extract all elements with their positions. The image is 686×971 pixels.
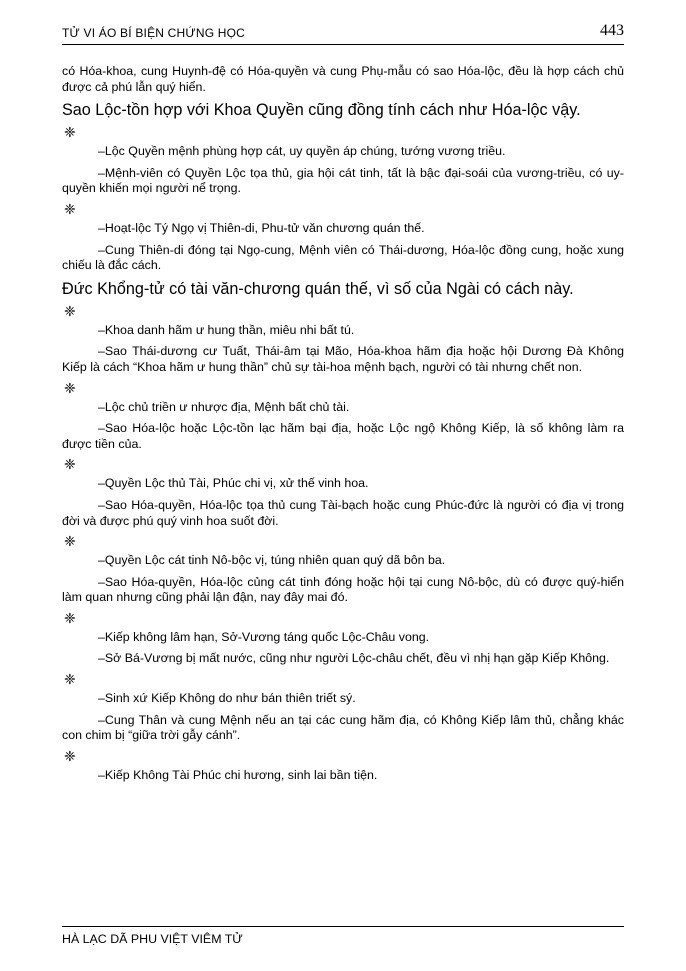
page-header bbox=[62, 22, 624, 45]
explanation-paragraph: –Sở Bá-Vương bị mất nước, cũng như người Lộc-châu chết, đều vì nhị hạn gặp Kiếp Không. bbox=[98, 651, 610, 666]
verse-line: –Kiếp Không Tài Phúc chi hương, sinh lai bần tiện. bbox=[98, 767, 378, 782]
verse-line: –Kiếp không lâm hạn, Sở-Vương táng quốc Lộc-Châu vong. bbox=[98, 629, 430, 644]
ornament-icon: ❈ bbox=[64, 124, 76, 141]
running-title: TỬ VI ÁO BÍ BIỆN CHỨNG HỌC bbox=[62, 26, 246, 40]
ornament-icon: ❈ bbox=[64, 456, 76, 473]
verse-line: –Sinh xứ Kiếp Không do như bán thiên triết sý. bbox=[98, 691, 356, 706]
verse-line: –Lộc Quyền mệnh phùng hợp cát, uy quyền áp chúng, tướng vương triều. bbox=[98, 144, 506, 159]
verse-line: –Quyền Lộc cát tinh Nô-bộc vị, túng nhiên quan quý dã bôn ba. bbox=[98, 553, 446, 568]
explanation-paragraph: –Sao Thái-dương cư Tuất, Thái-âm tại Mão, Hóa-khoa hãm địa hoặc hội Dương Đà Không Kiếp là cách “Khoa hãm ư hung thần” chủ sự tài-hoa mệnh bạch, người có tài nhưng chết non. bbox=[62, 344, 624, 374]
intro-paragraph: có Hóa-khoa, cung Huynh-đệ có Hóa-quyền và cung Phụ-mẫu có sao Hóa-lộc, đều là hợp cách chủ được cả phú lẫn quý hiển. bbox=[62, 64, 624, 94]
ornament-icon: ❈ bbox=[64, 533, 76, 550]
explanation-paragraph: –Sao Hóa-quyền, Hóa-lộc tọa thủ cung Tài-bạch hoặc cung Phúc-đức là người có địa vị trong đời và được phú quý vinh hoa suốt đời. bbox=[62, 497, 624, 528]
section-heading: Sao Lộc-tồn hợp với Khoa Quyền cũng đồng tính cách như Hóa-lộc vậy. bbox=[62, 101, 581, 120]
verse-line: –Lộc chủ triền ư nhược địa, Mệnh bất chủ tài. bbox=[98, 399, 350, 414]
verse-line: –Hoạt-lộc Tý Ngọ vị Thiên-di, Phu-tử văn chương quán thế. bbox=[98, 220, 425, 235]
page-number: 443 bbox=[600, 22, 624, 39]
section-heading: Đức Khổng-tử có tài văn-chương quán thế, vì số của Ngài có cách này. bbox=[62, 279, 574, 298]
explanation-paragraph: –Sao Hóa-quyền, Hóa-lộc củng cát tinh đóng hoặc hội tại cung Nô-bộc, dù có được quý-hiển làm quan nhưng cũng phải lận đận, nay đây mai đó. bbox=[62, 574, 624, 605]
ornament-icon: ❈ bbox=[64, 747, 76, 764]
page-footer bbox=[62, 926, 624, 946]
ornament-icon: ❈ bbox=[64, 302, 76, 319]
ornament-icon: ❈ bbox=[64, 200, 76, 217]
ornament-icon: ❈ bbox=[64, 609, 76, 626]
footer-author: HÀ LẠC DÃ PHU VIỆT VIÊM TỬ bbox=[62, 932, 243, 946]
explanation-paragraph: –Cung Thân và cung Mệnh nếu an tại các cung hãm địa, có Không Kiếp lâm thủ, chẳng khác con chim bị “giữa trời gẫy cánh”. bbox=[62, 712, 624, 743]
ornament-icon: ❈ bbox=[64, 671, 76, 688]
verse-line: –Khoa danh hãm ư hung thần, miêu nhi bất tú. bbox=[98, 322, 355, 337]
ornament-icon: ❈ bbox=[64, 379, 76, 396]
page-body bbox=[62, 64, 624, 783]
explanation-paragraph: –Sao Hóa-lộc hoặc Lộc-tồn lạc hãm bại địa, hoặc Lộc ngộ Không Kiếp, là số không làm ra được tiền của. bbox=[62, 421, 624, 451]
explanation-paragraph: –Cung Thiên-di đóng tại Ngọ-cung, Mệnh viên có Thái-dương, Hóa-lộc đồng cung, hoặc xung chiếu là đắc cách. bbox=[62, 242, 624, 273]
explanation-paragraph: –Mệnh-viên có Quyền Lộc tọa thủ, gia hội cát tinh, tất là bậc đại-soái của vương-triều, có uy-quyền khiến mọi người nể trọng. bbox=[62, 165, 624, 196]
verse-line: –Quyền Lộc thủ Tài, Phúc chi vị, xử thế vinh hoa. bbox=[98, 476, 369, 491]
